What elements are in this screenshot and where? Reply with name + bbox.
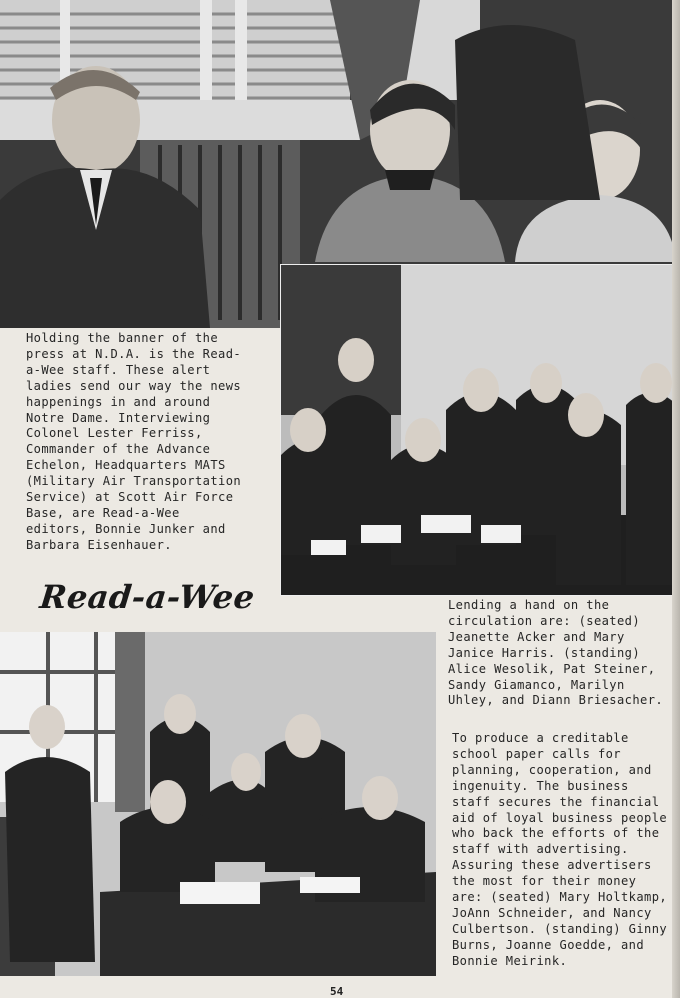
page-edge [672,0,680,998]
circulation-photo [280,264,678,596]
interview-caption [26,331,276,554]
circulation-caption [448,598,680,709]
page-number: 54 [330,985,344,998]
business-caption [452,731,680,970]
interview-caption-text: Holding the banner of the press at N.D.A. is the Read- a-Wee staff. These alert ladies send our way the news happenings in and around Notre Dame. Interviewing Colonel Lester Ferriss, Commander of the Advance Echelon, Headquarters MATS (Military Air Transportation Service) at Scott Air Force Base, are Read-a-Wee editors, Bonnie Junker and Barbara Eisenhauer. [26,331,242,552]
section-title: Read-a-Wee [38,578,257,616]
business-staff-photo [0,632,436,976]
business-caption-text: To produce a creditable school paper calls for planning, cooperation, and ingenuity. The business staff secures the financial aid of loyal business people who back the efforts of the staff with advertising. Assuring these advertisers the most for their money are: (seated) Mary Holtkamp, JoAnn Schneider, and Nancy Culbertson. (standing) Ginny Burns, Joanne Goedde, and Bonnie Meirink. [452,731,668,968]
circulation-caption-text: Lending a hand on the circulation are: (seated) Jeanette Acker and Mary Janice Harris. (standing) Alice Wesolik, Pat Steiner, Sandy Giamanco, Marilyn Uhley, and Diann Briesacher. [448,598,664,708]
